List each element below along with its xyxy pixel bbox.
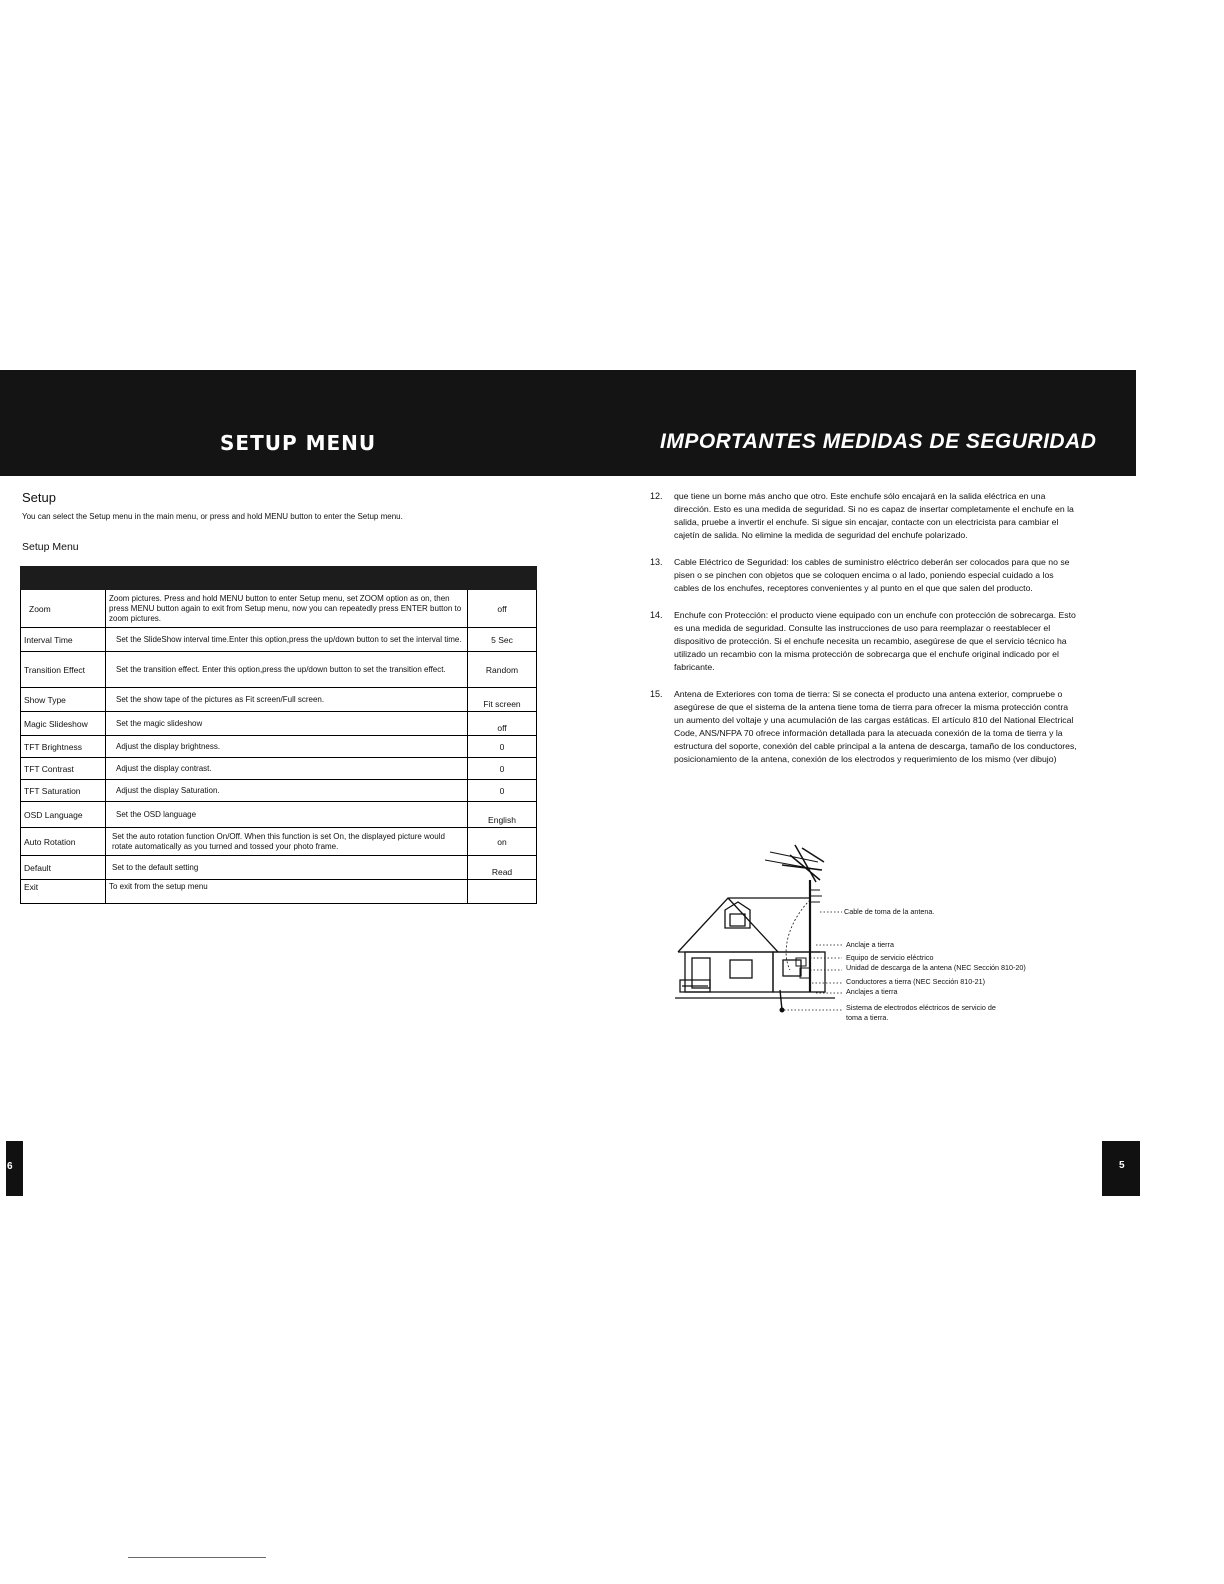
table-row (21, 652, 537, 688)
label-electrode-system: Sistema de electrodos eléctricos de servicio de (846, 1003, 996, 1012)
label-antenna-cable: Cable de toma de la antena. (844, 907, 935, 916)
item-text: Antena de Exteriores con toma de tierra: Si se conecta el producto una antena exterior, compruebe o asegúrese de que el sistema de la antena tiene toma de tierra para ofrecer la misma protección contra un aumento del voltaje y una acumulación de las cargas estáticas. El artículo 810 del National Electrical Code, ANS/NFPA 70 ofrece información detallada para la atecuada conexión de la toma de tierra y la estructura del soporte, conexión del cable principal a la antena de descarga, tamaño de los conductores, posicionamiento de la antena, conexión de los electrodos y requerimiento de los mismo (ver dibujo) (674, 689, 1077, 764)
table-row (21, 688, 537, 712)
label-electrode-system-cont: toma a tierra. (846, 1013, 889, 1022)
setup-menu-title: SETUP MENU (220, 431, 377, 455)
table-row (21, 712, 537, 736)
setting-name: Interval Time (21, 628, 106, 652)
setting-value: on (468, 828, 537, 856)
label-ground-clamp: Anclaje a tierra (846, 940, 894, 949)
item-number: 14. (650, 610, 663, 620)
safety-list (650, 490, 1080, 780)
page-tab-right (1102, 1141, 1140, 1196)
setting-description: Adjust the display contrast. (106, 758, 468, 780)
setting-value: Fit screen (468, 688, 537, 712)
setting-description: Set the SlideShow interval time.Enter this option,press the up/down button to set the interval time. (106, 628, 468, 652)
antenna-mast (765, 845, 824, 1012)
table-header-row (21, 567, 537, 590)
setting-name: Zoom (21, 590, 106, 628)
table-row (21, 758, 537, 780)
item-text: Cable Eléctrico de Seguridad: los cables de suministro eléctrico deberán ser colocados para que no se pisen o se pinchen con objetos que se coloquen encima o al lado, poniendo especial cuidado a los cables de los enchufes, receptores convenientes y al punto en el que que salen del producto. (674, 557, 1070, 593)
setting-name: Show Type (21, 688, 106, 712)
setting-description: Set the OSD language (106, 802, 468, 828)
setting-description: Adjust the display Saturation. (106, 780, 468, 802)
table-row (21, 590, 537, 628)
setup-menu-label: Setup Menu (22, 541, 79, 553)
setting-value: off (468, 590, 537, 628)
page-tab-left (6, 1141, 23, 1196)
footer-rule (128, 1557, 266, 1558)
setting-name: Default (21, 856, 106, 880)
table-row (21, 802, 537, 828)
setting-value: 0 (468, 758, 537, 780)
header-band (0, 370, 1136, 476)
setting-description: Set the auto rotation function On/Off. When this function is set On, the displayed picture would rotate automatically as you turned and tossed your photo frame. (106, 828, 468, 856)
setting-name: TFT Saturation (21, 780, 106, 802)
setting-value: off (468, 712, 537, 736)
setting-description: Set the magic slideshow (106, 712, 468, 736)
table-row (21, 628, 537, 652)
setting-value: Read (468, 856, 537, 880)
item-number: 15. (650, 689, 663, 699)
setting-value: Random (468, 652, 537, 688)
label-discharge-unit: Unidad de descarga de la antena (NEC Sección 810-20) (846, 963, 1026, 972)
list-item (650, 556, 1080, 595)
setting-description: Set the transition effect. Enter this option,press the up/down button to set the transition effect. (106, 652, 468, 688)
table-row (21, 780, 537, 802)
setting-value (468, 880, 537, 904)
setting-value: 5 Sec (468, 628, 537, 652)
setting-value: English (468, 802, 537, 828)
antenna-grounding-diagram (670, 840, 1090, 1030)
setting-name: TFT Brightness (21, 736, 106, 758)
setting-description: Adjust the display brightness. (106, 736, 468, 758)
item-text: que tiene un borne más ancho que otro. Este enchufe sólo encajará en la salida eléctrica en una dirección. Esto es una medida de seguridad. Si no es capaz de insertar completamente el enchufe en la salida, pruebe a invertir el enchufe. Si sigue sin encajar, contacte con un electricista para cambiar el cajetín de salida. No elimine la medida de seguridad del enchufe polarizado. (674, 491, 1074, 540)
table-row (21, 856, 537, 880)
safety-title: IMPORTANTES MEDIDAS DE SEGURIDAD (660, 430, 1097, 453)
table-row (21, 736, 537, 758)
table-row (21, 880, 537, 904)
setting-value: 0 (468, 736, 537, 758)
list-item (650, 688, 1080, 766)
table-row (21, 828, 537, 856)
label-ground-clamps: Anclajes a tierra (846, 987, 898, 996)
setting-description: Set the show tape of the pictures as Fit screen/Full screen. (106, 688, 468, 712)
label-electric-service: Equipo de servicio eléctrico (846, 953, 934, 962)
item-text: Enchufe con Protección: el producto viene equipado con un enchufe con protección de sobrecarga. Esto es una medida de seguridad. Consulte las instrucciones de uso para reemplazar o reestablecer el dispositivo de protección. Si el enchufe necesita un recambio, asegúrese de que el servicio técnico ha utilizado un recambio con la misma protección de sobrecarga que el enchufe original indicado por el fabricante. (674, 610, 1076, 672)
setting-description: To exit from the setup menu (106, 880, 468, 904)
setting-name: Exit (21, 880, 106, 904)
setting-description: Set to the default setting (106, 856, 468, 880)
setup-table (20, 566, 537, 904)
setup-intro: You can select the Setup menu in the main menu, or press and hold MENU button to enter the Setup menu. (22, 512, 403, 521)
setting-name: OSD Language (21, 802, 106, 828)
setting-value: 0 (468, 780, 537, 802)
diagram-leader-lines (784, 912, 842, 1010)
page-number-right: 5 (1119, 1160, 1125, 1171)
setting-name: Auto Rotation (21, 828, 106, 856)
item-number: 13. (650, 557, 663, 567)
list-item (650, 490, 1080, 542)
page-number-left: 6 (7, 1161, 13, 1172)
setup-heading: Setup (22, 490, 56, 505)
setting-name: Transition Effect (21, 652, 106, 688)
item-number: 12. (650, 491, 663, 501)
list-item (650, 609, 1080, 674)
setting-name: Magic Slideshow (21, 712, 106, 736)
setting-description: Zoom pictures. Press and hold MENU button to enter Setup menu, set ZOOM option as on, then press MENU button again to exit from Setup menu, now you can repeatedly press ENTER button to zoom pictures. (106, 590, 468, 628)
setting-name: TFT Contrast (21, 758, 106, 780)
label-grounding-conductors: Conductores a tierra (NEC Sección 810-21) (846, 977, 986, 986)
